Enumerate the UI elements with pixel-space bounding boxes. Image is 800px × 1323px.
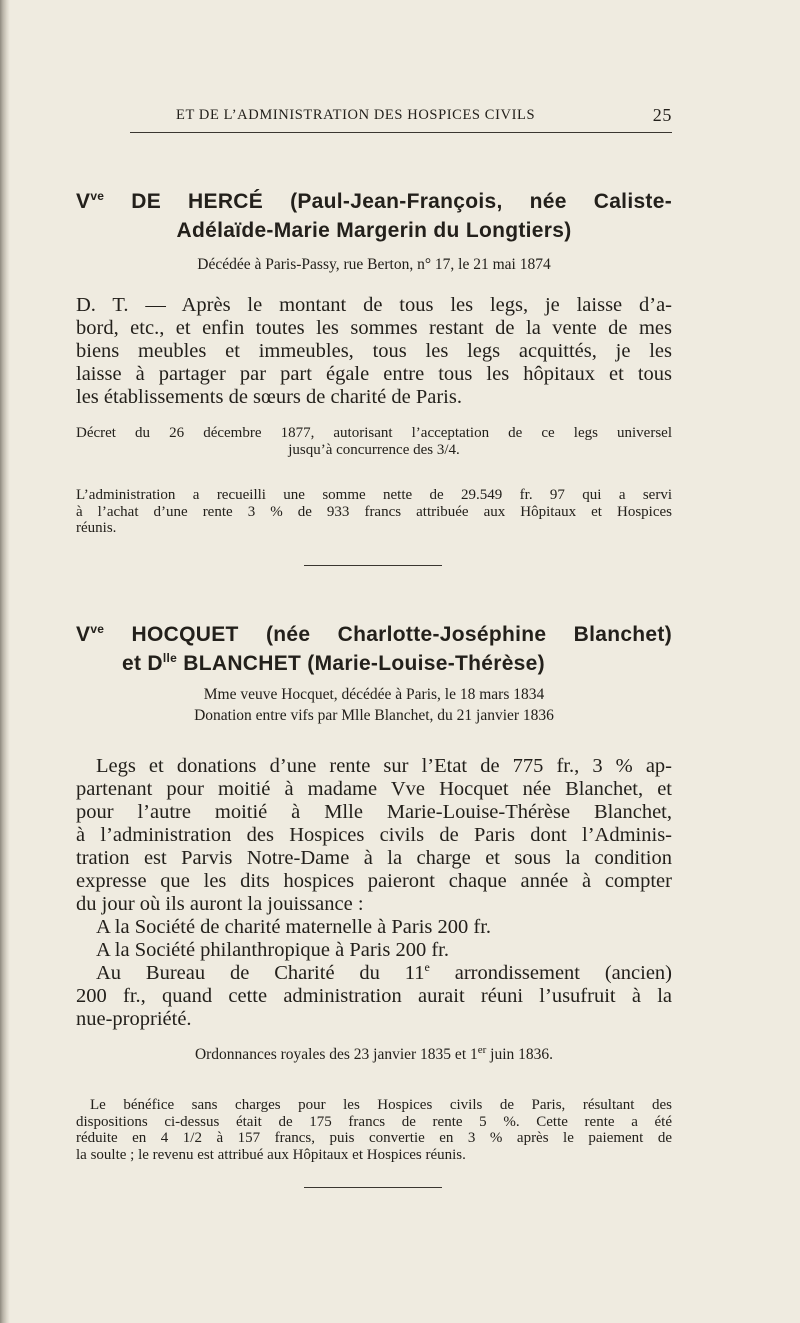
- section2-societe-philanthropique: A la Société philanthropique à Paris 200 fr.: [96, 939, 449, 961]
- section1-heading-line1: $V^{ve}$ DE HERCÉ (Paul-Jean-François, née Caliste-: [76, 189, 672, 213]
- running-head-title: ET DE L’ADMINISTRATION DES HOSPICES CIVILS: [176, 107, 536, 123]
- page-number: 25: [652, 105, 672, 125]
- section2-body-line: expresse que les dits hospices paieront chaque année à compter: [76, 870, 672, 892]
- section1-decree-line2: jusqu’à concurrence des 3/4.: [288, 441, 460, 458]
- section2-heading: [76, 620, 672, 678]
- section2-bureau-line1: Au Bureau de Charité du 11e arrondissement (ancien): [96, 960, 673, 984]
- end-separator: [304, 1187, 442, 1188]
- section1-note-line: à l’achat d’une rente 3 % de 933 francs attribuée aux Hôpitaux et Hospices: [76, 503, 672, 520]
- section2-body-line: Legs et donations d’une rente sur l’Etat de 775 fr., 3 % ap-: [96, 755, 672, 777]
- running-head: [176, 107, 672, 127]
- section2-sub-line1: Mme veuve Hocquet, décédée à Paris, le 18 mars 1834: [203, 686, 545, 703]
- section1-body-line: bord, etc., et enfin toutes les sommes restant de la vente de mes: [76, 317, 672, 339]
- section2-heading-line2: et $D^{lle}$ BLANCHET (Marie-Louise-Thérèse): [122, 651, 545, 675]
- section1-death-note: Décédée à Paris-Passy, rue Berton, n° 17, le 21 mai 1874: [197, 256, 551, 273]
- header-rule: [130, 132, 672, 133]
- section1-body: [76, 294, 672, 409]
- section1-body-line: laisse à partager par part égale entre tous les hôpitaux et tous: [76, 363, 672, 385]
- section2-body-line: à l’administration des Hospices civils de Paris dont l’Adminis-: [76, 824, 672, 846]
- section1-body-line: D. T. — Après le montant de tous les legs, je laisse d’a-: [76, 294, 672, 316]
- section1-note-line: L’administration a recueilli une somme nette de 29.549 fr. 97 qui a servi: [76, 487, 672, 503]
- section1-decree-line1: Décret du 26 décembre 1877, autorisant l’acceptation de ce legs universel: [76, 425, 672, 441]
- section2-note-line: réduite en 4 1/2 à 157 francs, puis convertie en 3 % après le paiement de: [76, 1130, 672, 1146]
- section1-note: [76, 487, 672, 537]
- section1-heading-line2: Adélaïde-Marie Margerin du Longtiers): [176, 219, 572, 242]
- page-binding-edge: [0, 0, 10, 1323]
- section2-body: [76, 755, 672, 1031]
- section2-body-line: partenant pour moitié à madame Vve Hocquet née Blanchet, et: [76, 778, 672, 800]
- section2-note: [76, 1097, 672, 1163]
- section2-ordonnances: Ordonnances royales des 23 janvier 1835 et 1er juin 1836.: [194, 1043, 554, 1063]
- section-separator: [304, 565, 442, 566]
- section2-societe-maternelle: A la Société de charité maternelle à Paris 200 fr.: [96, 916, 492, 938]
- section2-note-line: la soulte ; le revenu est attribué aux Hôpitaux et Hospices réunis.: [76, 1146, 466, 1163]
- section2-note-line: Le bénéfice sans charges pour les Hospices civils de Paris, résultant des: [90, 1097, 672, 1113]
- section1-body-line: les établissements de sœurs de charité de Paris.: [76, 386, 462, 408]
- section1-body-line: biens meubles et immeubles, tous les legs acquittés, je les: [76, 340, 672, 362]
- section2-sub: [76, 684, 672, 726]
- section2-body-line: tration est Parvis Notre-Dame à la charge et sous la condition: [76, 847, 672, 869]
- section2-bureau-line3: nue-propriété.: [76, 1008, 192, 1030]
- section2-body-line: du jour où ils auront la jouissance :: [76, 893, 364, 915]
- section2-note-line: dispositions ci-dessus était de 175 francs de rente 5 %. Cette rente a été: [76, 1113, 672, 1130]
- section2-heading-line1: $V^{ve}$ HOCQUET (née Charlotte-Joséphine Blanchet): [76, 622, 672, 646]
- section2-body-line: pour l’autre moitié à Mlle Marie-Louise-Thérèse Blanchet,: [76, 801, 672, 823]
- section1-note-line: réunis.: [76, 520, 117, 536]
- section1-heading: [76, 187, 672, 245]
- section2-sub-line2: Donation entre vifs par Mlle Blanchet, du 21 janvier 1836: [194, 707, 554, 724]
- section2-bureau-line2: 200 fr., quand cette administration aurait réuni l’usufruit à la: [76, 985, 672, 1007]
- section1-decree: [76, 425, 672, 458]
